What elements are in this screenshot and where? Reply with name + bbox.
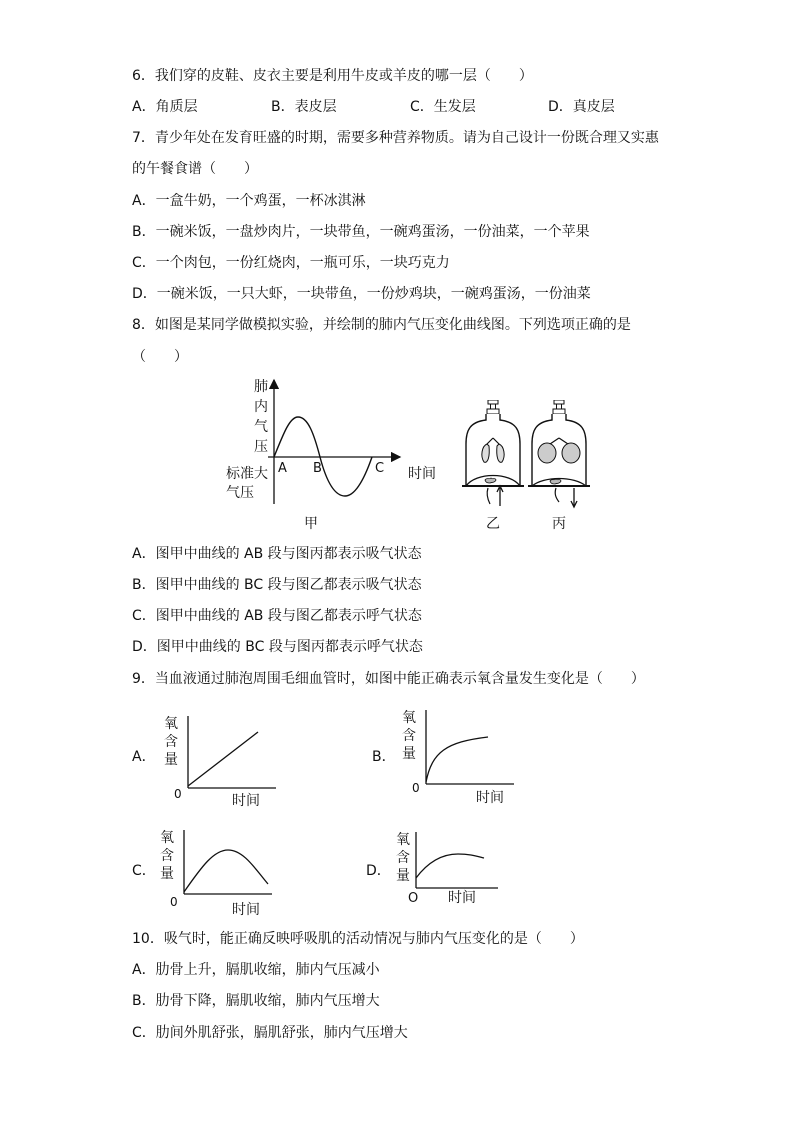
q9-graph-d-ylabel-1: 氧	[396, 832, 410, 848]
q9-graph-c	[156, 826, 296, 920]
q8-option-c: C．图甲中曲线的 AB 段与图乙都表示呼气状态	[132, 608, 422, 624]
q8-y-label-3: 气	[254, 419, 268, 435]
q8-caption-yi: 乙	[486, 516, 500, 532]
q10-option-b: B．肋骨下降，膈肌收缩，肺内气压增大	[132, 993, 380, 1009]
q7-option-c: C．一个肉包，一份红烧肉，一瓶可乐，一块巧克力	[132, 255, 450, 271]
q8-figure-jia	[222, 372, 442, 536]
q6-option-d: D．真皮层	[548, 99, 615, 115]
q10-option-a: A．肋骨上升，膈肌收缩，肺内气压减小	[132, 962, 380, 978]
q9-graph-d-label: D．	[366, 863, 391, 879]
q9-graph-a-ylabel-3: 量	[164, 752, 178, 768]
q9-graph-c-xlabel: 时间	[232, 902, 260, 918]
q8-y-label-4: 压	[254, 439, 268, 455]
q9-graph-b	[398, 704, 538, 808]
q8-stem-line2: （ ）	[132, 349, 188, 365]
q9-graph-d-origin: O	[408, 891, 419, 906]
q9-graph-a-label: A．	[132, 749, 156, 765]
q7-stem-line1: 7．青少年处在发育旺盛的时期，需要多种营养物质。请为自己设计一份既合理又实惠	[132, 130, 659, 146]
q7-option-d: D．一碗米饭，一只大虾，一块带鱼，一份炒鸡块，一碗鸡蛋汤，一份油菜	[132, 286, 591, 302]
q6-option-c: C．生发层	[410, 99, 476, 115]
q8-option-b: B．图甲中曲线的 BC 段与图乙都表示吸气状态	[132, 577, 422, 593]
q6-stem: 6．我们穿的皮鞋、皮衣主要是利用牛皮或羊皮的哪一层（ ）	[132, 68, 533, 84]
q9-graph-d-curve	[416, 854, 484, 878]
q9-graph-c-ylabel-2: 含	[160, 848, 174, 864]
q8-baseline-label-1: 标准大	[226, 466, 268, 482]
q9-graph-b-origin: 0	[412, 781, 420, 795]
q8-y-label-1: 肺	[254, 379, 268, 395]
q8-option-a: A．图甲中曲线的 AB 段与图丙都表示吸气状态	[132, 546, 422, 562]
q8-point-c: C	[375, 461, 385, 476]
q8-caption-bing: 丙	[552, 516, 566, 532]
q8-point-a: A	[278, 461, 287, 476]
q9-graph-c-origin: 0	[170, 895, 178, 909]
q6-option-a: A．角质层	[132, 99, 198, 115]
q9-stem: 9．当血液通过肺泡周围毛细血管时，如图中能正确表示氧含量发生变化是（ ）	[132, 671, 645, 687]
q8-baseline-label-2: 气压	[226, 485, 254, 501]
q9-graph-d-ylabel-3: 量	[396, 868, 410, 884]
q9-graph-d-ylabel-2: 含	[396, 850, 410, 866]
q8-figure-bing	[526, 400, 592, 536]
q8-x-label: 时间	[408, 466, 436, 482]
q9-graph-d-xlabel: 时间	[448, 890, 476, 906]
q9-graph-d	[394, 828, 534, 910]
q9-graph-b-ylabel-1: 氧	[402, 710, 416, 726]
q8-y-label-2: 内	[254, 399, 268, 415]
q9-graph-c-ylabel-3: 量	[160, 866, 174, 882]
q9-graph-b-label: B．	[372, 749, 396, 765]
q8-stem-line1: 8．如图是某同学做模拟实验，并绘制的肺内气压变化曲线图。下列选项正确的是	[132, 317, 631, 333]
q9-graph-b-xlabel: 时间	[476, 790, 504, 806]
q9-graph-a-curve	[188, 732, 258, 786]
q8-option-d: D．图甲中曲线的 BC 段与图丙都表示呼气状态	[132, 639, 423, 655]
q9-graph-b-curve	[426, 737, 488, 782]
q6-option-b: B．表皮层	[271, 99, 337, 115]
q8-figure-yi	[460, 400, 526, 536]
q8-caption-jia: 甲	[304, 516, 318, 532]
q9-graph-a-xlabel: 时间	[232, 793, 260, 809]
q9-graph-c-label: C．	[132, 863, 156, 879]
q7-stem-line2: 的午餐食谱（ ）	[132, 161, 258, 177]
q9-graph-a-origin: 0	[174, 787, 182, 801]
q7-option-b: B．一碗米饭，一盘炒肉片，一块带鱼，一碗鸡蛋汤，一份油菜，一个苹果	[132, 224, 590, 240]
q9-graph-a-ylabel-1: 氧	[164, 716, 178, 732]
q9-graph-a	[160, 712, 300, 812]
q9-graph-c-ylabel-1: 氧	[160, 830, 174, 846]
q10-stem: 10．吸气时，能正确反映呼吸肌的活动情况与肺内气压变化的是（ ）	[132, 931, 584, 947]
q9-graph-b-ylabel-3: 量	[402, 746, 416, 762]
q10-option-c: C．肋间外肌舒张，膈肌舒张，肺内气压增大	[132, 1025, 408, 1041]
q9-graph-a-ylabel-2: 含	[164, 734, 178, 750]
q8-point-b: B	[313, 461, 322, 476]
q9-graph-c-curve	[184, 850, 268, 892]
q9-graph-b-ylabel-2: 含	[402, 728, 416, 744]
q7-option-a: A．一盒牛奶，一个鸡蛋，一杯冰淇淋	[132, 193, 366, 209]
